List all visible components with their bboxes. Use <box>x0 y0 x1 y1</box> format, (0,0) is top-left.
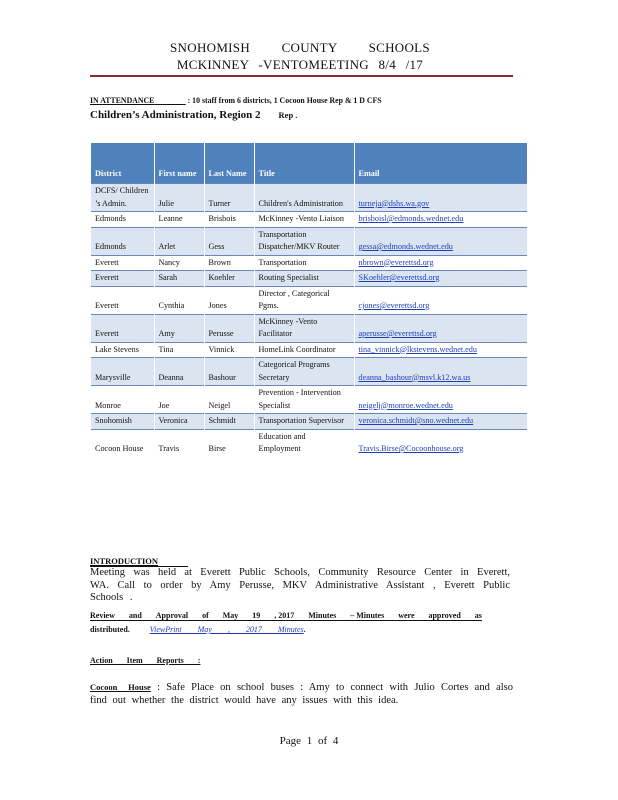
cell-district: Snohomish <box>91 414 154 430</box>
review-word: as <box>474 611 482 620</box>
cell-last-name: Turner <box>204 184 254 212</box>
table-row <box>91 271 527 287</box>
review-approval-line2 <box>90 625 306 634</box>
table-row <box>91 342 527 358</box>
review-distributed: distributed. <box>90 625 130 634</box>
cell-district: Everett <box>91 314 154 342</box>
view-print-minutes-link[interactable]: ViewPrint May , 2017 Minutes <box>149 625 304 634</box>
review-word: and <box>128 611 142 620</box>
cell-district: Monroe <box>91 386 154 414</box>
cell-email[interactable]: brisboisl@edmonds.wednet.edu <box>354 212 527 228</box>
cell-first-name: Leanne <box>154 212 204 228</box>
cell-district: Edmonds <box>91 227 154 255</box>
cell-first-name: Deanna <box>154 358 204 386</box>
cell-title: Director , Categorical Pgms. <box>254 286 354 314</box>
cell-email[interactable]: Travis.Birse@Cocoonhouse.org <box>354 429 527 457</box>
header-district: District <box>91 143 154 184</box>
cell-district: Cocoon House <box>91 429 154 457</box>
table-row <box>91 358 527 386</box>
cell-first-name: Veronica <box>154 414 204 430</box>
review-end: . <box>303 625 306 634</box>
review-word: were <box>398 611 415 620</box>
review-word: Approval <box>155 611 189 620</box>
cell-title: McKinney -Vento Facilitator <box>254 314 354 342</box>
cell-last-name: Birse <box>204 429 254 457</box>
header-last-name: Last Name <box>204 143 254 184</box>
cell-last-name: Brisbois <box>204 212 254 228</box>
cell-district: Everett <box>91 286 154 314</box>
attendance-table-body <box>91 184 527 457</box>
cocoon-house-report <box>90 681 513 707</box>
cell-title: Transportation <box>254 255 354 271</box>
table-row <box>91 212 527 228</box>
cell-last-name: Bashour <box>204 358 254 386</box>
cell-first-name: Amy <box>154 314 204 342</box>
cocoon-house-label: Cocoon House <box>90 682 151 692</box>
header-title-line2: MCKINNEY -VENTOMEETING 8/4 /17 <box>176 57 424 72</box>
cell-email[interactable]: nbrown@everettsd.org <box>354 255 527 271</box>
table-row <box>91 255 527 271</box>
cell-title: Children's Administration <box>254 184 354 212</box>
attendance-org: Children’s Administration, Region 2 <box>90 109 261 121</box>
cell-last-name: Perusse <box>204 314 254 342</box>
cell-title: Transportation Dispatcher/MKV Router <box>254 227 354 255</box>
cell-email[interactable]: neigelj@monroe.wednet.edu <box>354 386 527 414</box>
cell-last-name: Jones <box>204 286 254 314</box>
cell-email[interactable]: cjones@everettsd.org <box>354 286 527 314</box>
cell-first-name: Julie <box>154 184 204 212</box>
cell-title: Routing Specialist <box>254 271 354 287</box>
cell-first-name: Nancy <box>154 255 204 271</box>
cell-district: Edmonds <box>91 212 154 228</box>
attendance-line <box>90 95 476 105</box>
review-word: Review <box>90 611 115 620</box>
header-email: Email <box>354 143 527 184</box>
cell-first-name: Joe <box>154 386 204 414</box>
cell-email[interactable]: SKoehler@everettsd.org <box>354 271 527 287</box>
cell-first-name: Travis <box>154 429 204 457</box>
cell-first-name: Cynthia <box>154 286 204 314</box>
cell-email[interactable]: tina_vinnick@lkstevens.wednet.edu <box>354 342 527 358</box>
attendance-rep: Rep . <box>278 110 298 120</box>
review-word: – Minutes <box>350 611 385 620</box>
table-row <box>91 227 527 255</box>
introduction-text: Meeting was held at Everett Public Schools, Community Resource Center in Everett, WA. Call to order by Amy Perusse, MKV Administrative Assistant , Everett Public Schools . <box>90 567 510 603</box>
cell-last-name: Schmidt <box>204 414 254 430</box>
cocoon-house-text: : Safe Place on school buses : Amy to connect with Julio Cortes and also find out whether the district would have any issues with this idea. <box>90 682 514 706</box>
attendance-label: IN ATTENDANCE <box>90 95 155 105</box>
cell-email[interactable]: turneja@dshs.wa.gov <box>354 184 527 212</box>
table-row <box>91 314 527 342</box>
cell-email[interactable]: aperusse@everettsd.org <box>354 314 527 342</box>
table-row <box>91 429 527 457</box>
table-row <box>91 386 527 414</box>
cell-title: Education and Employment <box>254 429 354 457</box>
attendance-underline <box>154 96 185 105</box>
introduction-heading: INTRODUCTION <box>90 556 188 566</box>
attendance-summary: : 10 staff from 6 districts, 1 Cocoon House Rep & 1 D CFS <box>187 95 382 105</box>
cell-district: DCFS/ Children ’s Admin. <box>91 184 154 212</box>
review-word: of <box>202 611 209 620</box>
header-divider <box>90 75 513 77</box>
cell-first-name: Sarah <box>154 271 204 287</box>
table-row <box>91 414 527 430</box>
attendance-table <box>91 143 528 457</box>
attendance-line2 <box>90 109 297 121</box>
cell-last-name: Neigel <box>204 386 254 414</box>
cell-last-name: Vinnick <box>204 342 254 358</box>
cell-email[interactable]: veronica.schmidt@sno.wednet.edu <box>354 414 527 430</box>
cell-last-name: Brown <box>204 255 254 271</box>
cell-email[interactable]: deanna_bashour@msvl.k12.wa.us <box>354 358 527 386</box>
header-title-line1: SNOHOMISH COUNTY SCHOOLS <box>170 40 430 55</box>
cell-district: Everett <box>91 271 154 287</box>
cell-email[interactable]: gessa@edmonds.wednet.edu <box>354 227 527 255</box>
cell-title: Categorical Programs Secretary <box>254 358 354 386</box>
table-row <box>91 286 527 314</box>
review-word: , 2017 <box>274 611 295 620</box>
table-header-row <box>91 143 527 184</box>
cell-title: McKinney -Vento Liaison <box>254 212 354 228</box>
cell-last-name: Koehler <box>204 271 254 287</box>
table-row <box>91 184 527 212</box>
cell-title: Prevention - Intervention Specialist <box>254 386 354 414</box>
cell-district: Lake Stevens <box>91 342 154 358</box>
page-number: Page 1 of 4 <box>279 735 339 747</box>
review-word: Minutes <box>308 611 337 620</box>
header-first-name: First name <box>154 143 204 184</box>
cell-title: HomeLink Coordinator <box>254 342 354 358</box>
cell-first-name: Arlet <box>154 227 204 255</box>
cell-district: Marysville <box>91 358 154 386</box>
review-word: May <box>222 611 239 620</box>
review-word: approved <box>428 611 461 620</box>
review-word: 19 <box>252 611 261 620</box>
action-items-heading: Action Item Reports : <box>90 656 201 665</box>
cell-first-name: Tina <box>154 342 204 358</box>
review-approval-line <box>90 611 482 621</box>
cell-district: Everett <box>91 255 154 271</box>
cell-title: Transportation Supervisor <box>254 414 354 430</box>
cell-last-name: Gess <box>204 227 254 255</box>
header-title: Title <box>254 143 354 184</box>
